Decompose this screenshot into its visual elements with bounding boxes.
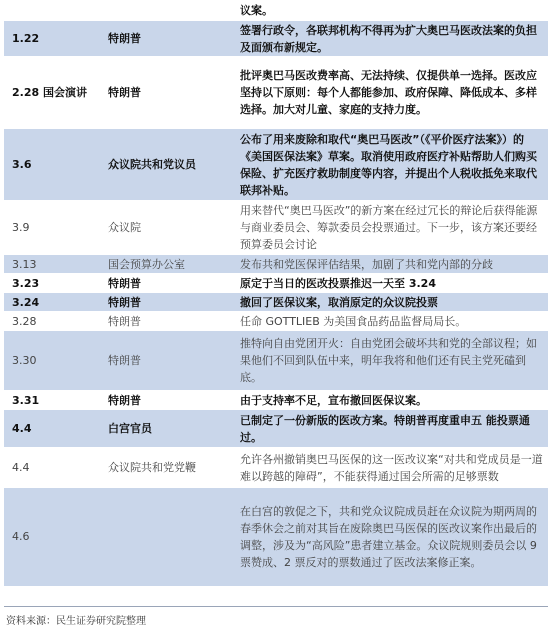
source-note: 资料来源：民生证券研究院整理: [6, 616, 146, 627]
table-row: [4, 448, 548, 488]
row-text: 用来替代“奥巴马医改”的新方案在经过冗长的辩论后获得能源与商业委员会、筹款委员会投票通过。下一步，该方案还要经预算委员会讨论: [236, 201, 548, 255]
row-actor: 特朗普: [104, 391, 236, 410]
row-date: [4, 1, 104, 21]
row-actor: 国会预算办公室: [104, 255, 236, 274]
row-date: 3.24: [4, 293, 104, 312]
table-row: [4, 312, 548, 331]
row-actor: [104, 1, 236, 21]
row-text: 议案。: [236, 1, 548, 21]
row-actor: 众议院: [104, 201, 236, 255]
row-date: 3.6: [4, 129, 104, 201]
row-text: 原定于当日的医改投票推迟一天至 3.24: [236, 274, 548, 293]
row-actor: 特朗普: [104, 21, 236, 57]
row-date: 3.9: [4, 201, 104, 255]
timeline-table: [4, 0, 548, 586]
row-actor: 白宫官员: [104, 410, 236, 448]
row-date: 3.31: [4, 391, 104, 410]
row-text: 已制定了一份新版的医改方案。特朗普再度重申五 能投票通过。: [236, 410, 548, 448]
row-date: 3.28: [4, 312, 104, 331]
row-actor: 特朗普: [104, 293, 236, 312]
table-row: [4, 391, 548, 410]
timeline-table-body: [4, 1, 548, 586]
row-date: 3.23: [4, 274, 104, 293]
row-text: 撤回了医保议案，取消原定的众议院投票: [236, 293, 548, 312]
table-row: [4, 201, 548, 255]
row-date: 3.30: [4, 331, 104, 391]
table-row: [4, 488, 548, 586]
table-row: [4, 410, 548, 448]
row-date: 4.4: [4, 410, 104, 448]
row-date: 1.22: [4, 21, 104, 57]
row-text: 任命 GOTTLIEB 为美国食品药品监督局局长。: [236, 312, 548, 331]
table-row: [4, 331, 548, 391]
row-actor: 特朗普: [104, 274, 236, 293]
table-row: [4, 274, 548, 293]
row-actor: 特朗普: [104, 331, 236, 391]
row-actor: 众议院共和党党鞭: [104, 448, 236, 488]
row-actor: 特朗普: [104, 312, 236, 331]
row-actor: 特朗普: [104, 57, 236, 129]
row-date: 2.28 国会演讲: [4, 57, 104, 129]
row-text: 签署行政令，各联邦机构不得再为扩大奥巴马医改法案的负担及面颁布新规定。: [236, 21, 548, 57]
table-row: [4, 255, 548, 274]
table-row: [4, 129, 548, 201]
row-text: 批评奥巴马医改费率高、无法持续、仅提供单一选择。医改应坚持以下原则：每个人都能参加、政府保障、降低成本、多样选择。加大对儿童、家庭的支持力度。: [236, 57, 548, 129]
row-actor: 众议院共和党议员: [104, 129, 236, 201]
row-date: 4.4: [4, 448, 104, 488]
table-row: [4, 57, 548, 129]
table-row: [4, 1, 548, 21]
table-row: [4, 293, 548, 312]
row-actor: [104, 488, 236, 586]
row-text: 推特向自由党团开火：自由党团会破坏共和党的全部议程；如果他们不回到队伍中来，明年我将和他们还有民主党死磕到底。: [236, 331, 548, 391]
row-text: 允许各州撤销奥巴马医保的这一医改议案“对共和党成员是一道难以跨越的障碍”，不能获得通过国会所需的足够票数: [236, 448, 548, 488]
row-text: 发布共和党医保评估结果，加剧了共和党内部的分歧: [236, 255, 548, 274]
table-bottom-rule: [4, 606, 548, 607]
row-date: 4.6: [4, 488, 104, 586]
table-row: [4, 21, 548, 57]
row-text: 在白宫的敦促之下，共和党众议院成员赶在众议院为期两周的春季休会之前对其旨在废除奥巴马医保的医改议案作出最后的调整，涉及为“高风险”患者建立基金。众议院规则委员会以 9 票赞成、2 票反对的票数通过了医改法案修正案。: [236, 488, 548, 586]
row-text: 公布了用来废除和取代“奥巴马医改”（《平价医疗法案》）的《美国医保法案》草案。取消使用政府医疗补贴帮助人们购买保险、扩充医疗救助制度等内容，并提出个人税收抵免来取代联邦补贴。: [236, 129, 548, 201]
row-text: 由于支持率不足，宣布撤回医保议案。: [236, 391, 548, 410]
row-date: 3.13: [4, 255, 104, 274]
